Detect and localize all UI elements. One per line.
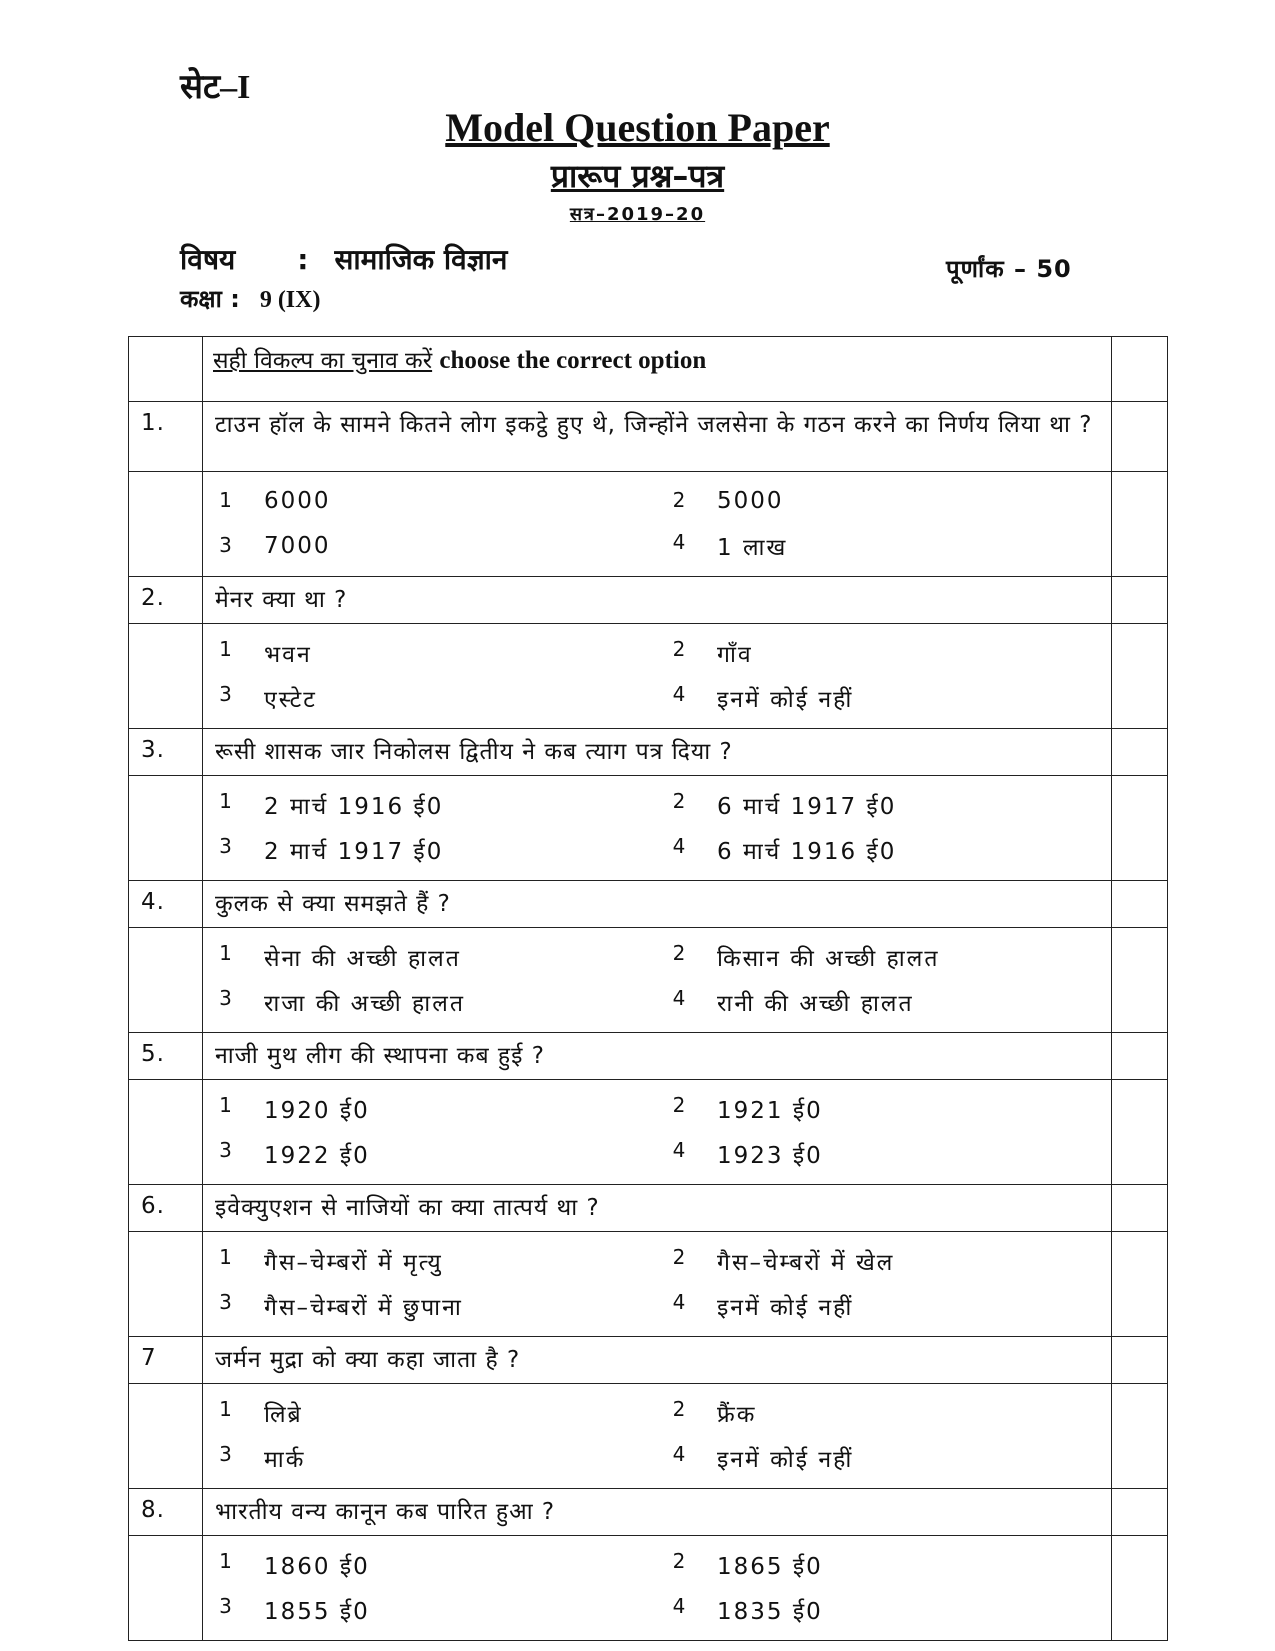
option-text: इनमें कोई नहीं <box>717 1446 854 1473</box>
options-num-cell <box>129 928 203 1033</box>
options-num-cell <box>129 776 203 881</box>
session <box>0 202 1275 226</box>
option-number: 4 <box>672 1441 686 1466</box>
option-number: 3 <box>219 985 232 1010</box>
option-number: 4 <box>672 529 686 554</box>
question-marks-cell <box>1112 1033 1168 1080</box>
options-marks-cell <box>1112 1536 1168 1641</box>
session-text: सत्र–2019–20 <box>569 204 706 225</box>
option <box>203 941 657 973</box>
question-text: भारतीय वन्य कानून कब पारित हुआ ? <box>203 1489 1112 1536</box>
options-row <box>129 1384 1168 1489</box>
options-row <box>129 1080 1168 1185</box>
option-number: 2 <box>672 1244 686 1269</box>
option-number: 4 <box>672 833 686 858</box>
option-text: गाँव <box>717 641 753 668</box>
option <box>203 1397 657 1429</box>
question-marks-cell <box>1112 1337 1168 1384</box>
option-number: 2 <box>672 636 686 661</box>
option-line <box>203 1131 1111 1176</box>
class-value: 9 (IX) <box>259 287 321 313</box>
option-text: सेना की अच्छी हालत <box>264 945 461 972</box>
option-line <box>203 782 1111 827</box>
option <box>203 789 657 821</box>
option <box>657 1549 1111 1581</box>
question-number: 8. <box>129 1489 203 1536</box>
paper-subtitle-text: प्रारूप प्रश्न–पत्र <box>550 157 725 195</box>
option-line <box>203 827 1111 872</box>
option-number: 1 <box>219 940 232 965</box>
option-text: 5000 <box>717 487 784 514</box>
option-number: 3 <box>219 1593 232 1618</box>
option-text: लिब्रे <box>264 1401 303 1428</box>
question-row <box>129 1185 1168 1232</box>
subject-value: सामाजिक विज्ञान <box>334 243 508 276</box>
options-cell <box>203 928 1112 1033</box>
option <box>203 1594 657 1626</box>
option-text: 6 मार्च 1917 ई0 <box>717 793 897 820</box>
option-text: 2 मार्च 1917 ई0 <box>264 838 444 865</box>
option-text: फ्रैंक <box>717 1401 757 1428</box>
question-marks-cell <box>1112 1185 1168 1232</box>
option-text: 7000 <box>264 532 331 559</box>
question-text: नाजी मुथ लीग की स्थापना कब हुई ? <box>203 1033 1112 1080</box>
options-marks-cell <box>1112 1080 1168 1185</box>
question-number: 3. <box>129 729 203 776</box>
options-cell <box>203 624 1112 729</box>
option-text: 1835 ई0 <box>717 1598 823 1625</box>
question-marks-cell <box>1112 1489 1168 1536</box>
option-text: 1922 ई0 <box>264 1142 370 1169</box>
option-line <box>203 1390 1111 1435</box>
option-line <box>203 523 1111 568</box>
option <box>203 834 657 866</box>
question-number: 7 <box>129 1337 203 1384</box>
option <box>657 530 1111 562</box>
option-text: मार्क <box>264 1446 306 1473</box>
option-line <box>203 1238 1111 1283</box>
options-num-cell <box>129 1536 203 1641</box>
instruction-marks-cell <box>1112 337 1168 402</box>
option-number: 3 <box>219 1289 232 1314</box>
option-number: 3 <box>219 1441 232 1466</box>
option-line <box>203 478 1111 523</box>
option-number: 4 <box>672 1593 686 1618</box>
question-number: 2. <box>129 577 203 624</box>
option-number: 2 <box>672 487 686 512</box>
option <box>657 1442 1111 1474</box>
option-number: 4 <box>672 985 686 1010</box>
set-label: सेट–I <box>180 69 251 106</box>
question-text: रूसी शासक जार निकोलस द्वितीय ने कब त्याग पत्र दिया ? <box>203 729 1112 776</box>
option <box>657 1397 1111 1429</box>
question-text: जर्मन मुद्रा को क्या कहा जाता है ? <box>203 1337 1112 1384</box>
options-cell <box>203 1080 1112 1185</box>
options-marks-cell <box>1112 1384 1168 1489</box>
option-text: 1921 ई0 <box>717 1097 823 1124</box>
option-line <box>203 1587 1111 1632</box>
options-marks-cell <box>1112 472 1168 577</box>
option-text: इनमें कोई नहीं <box>717 686 854 713</box>
option <box>203 1549 657 1581</box>
options-num-cell <box>129 472 203 577</box>
paper-title <box>0 104 1275 151</box>
option-number: 1 <box>219 1396 232 1421</box>
option <box>203 1290 657 1322</box>
option-number: 4 <box>672 681 686 706</box>
option <box>203 637 657 669</box>
option-number: 1 <box>219 636 232 661</box>
options-row <box>129 1232 1168 1337</box>
option-number: 3 <box>219 681 232 706</box>
option <box>657 1138 1111 1170</box>
option-text: गैस–चेम्बरों में खेल <box>717 1249 895 1276</box>
option-number: 3 <box>219 833 232 858</box>
option-number: 1 <box>219 1244 232 1269</box>
option-text: 1865 ई0 <box>717 1553 823 1580</box>
option-text: 2 मार्च 1916 ई0 <box>264 793 444 820</box>
full-marks: पूर्णांक – 50 <box>946 255 1072 283</box>
options-num-cell <box>129 1080 203 1185</box>
option <box>657 488 1111 514</box>
question-row <box>129 1489 1168 1536</box>
option <box>203 1245 657 1277</box>
question-text: मेनर क्या था ? <box>203 577 1112 624</box>
instruction-row <box>129 337 1168 402</box>
options-num-cell <box>129 624 203 729</box>
option-line <box>203 934 1111 979</box>
option-number: 3 <box>219 532 232 557</box>
option-number: 2 <box>672 940 686 965</box>
question-row <box>129 1033 1168 1080</box>
option-number: 1 <box>219 788 232 813</box>
options-num-cell <box>129 1384 203 1489</box>
options-marks-cell <box>1112 928 1168 1033</box>
option <box>203 1138 657 1170</box>
option <box>203 1093 657 1125</box>
question-row <box>129 881 1168 928</box>
options-row <box>129 1536 1168 1641</box>
option-text: किसान की अच्छी हालत <box>717 945 940 972</box>
option <box>203 682 657 714</box>
question-row <box>129 577 1168 624</box>
option <box>657 1245 1111 1277</box>
option <box>657 986 1111 1018</box>
subject-label: विषय <box>180 243 236 276</box>
options-row <box>129 776 1168 881</box>
question-text: टाउन हॉल के सामने कितने लोग इकट्ठे हुए थे, जिन्होंने जलसेना के गठन करने का निर्णय लिया था ? <box>203 402 1112 472</box>
class-line <box>180 282 320 315</box>
option <box>203 533 657 559</box>
option-number: 2 <box>672 1396 686 1421</box>
option-line <box>203 1086 1111 1131</box>
option-number: 4 <box>672 1289 686 1314</box>
option <box>203 1442 657 1474</box>
option-number: 2 <box>672 788 686 813</box>
question-marks-cell <box>1112 729 1168 776</box>
option-number: 3 <box>219 1137 232 1162</box>
class-label: कक्षा : <box>180 285 240 313</box>
instruction-num-cell <box>129 337 203 402</box>
option-text: रानी की अच्छी हालत <box>717 990 914 1017</box>
instruction-hindi: सही विकल्प का चुनाव करें <box>213 348 433 374</box>
option-text: 1855 ई0 <box>264 1598 370 1625</box>
option <box>657 1290 1111 1322</box>
options-marks-cell <box>1112 1232 1168 1337</box>
option <box>657 941 1111 973</box>
options-cell <box>203 472 1112 577</box>
question-marks-cell <box>1112 881 1168 928</box>
question-number: 4. <box>129 881 203 928</box>
option <box>657 1093 1111 1125</box>
question-table <box>128 336 1168 1641</box>
question-marks-cell <box>1112 402 1168 472</box>
question-text: इवेक्युएशन से नाजियों का क्या तात्पर्य था ? <box>203 1185 1112 1232</box>
question-number: 6. <box>129 1185 203 1232</box>
option-text: 1920 ई0 <box>264 1097 370 1124</box>
question-marks-cell <box>1112 577 1168 624</box>
options-cell <box>203 1384 1112 1489</box>
option-text: इनमें कोई नहीं <box>717 1294 854 1321</box>
subject-line <box>180 240 507 278</box>
option-text: गैस–चेम्बरों में छुपाना <box>264 1294 463 1321</box>
option <box>657 1594 1111 1626</box>
options-num-cell <box>129 1232 203 1337</box>
option-number: 4 <box>672 1137 686 1162</box>
option-text: भवन <box>264 641 312 668</box>
question-row <box>129 402 1168 472</box>
options-cell <box>203 776 1112 881</box>
option-text: 1860 ई0 <box>264 1553 370 1580</box>
option-text: राजा की अच्छी हालत <box>264 990 465 1017</box>
option-text: एस्टेट <box>264 686 317 713</box>
option-line <box>203 1542 1111 1587</box>
question-row <box>129 1337 1168 1384</box>
option <box>657 682 1111 714</box>
options-cell <box>203 1536 1112 1641</box>
option-number: 1 <box>219 487 232 512</box>
option-line <box>203 1283 1111 1328</box>
option-number: 2 <box>672 1092 686 1117</box>
option <box>203 488 657 514</box>
option <box>657 789 1111 821</box>
option-number: 1 <box>219 1548 232 1573</box>
option-number: 1 <box>219 1092 232 1117</box>
subject-colon: : <box>297 243 309 276</box>
question-row <box>129 729 1168 776</box>
question-number: 5. <box>129 1033 203 1080</box>
paper-title-text: Model Question Paper <box>445 105 830 150</box>
option-line <box>203 979 1111 1024</box>
option-text: 6 मार्च 1916 ई0 <box>717 838 897 865</box>
option-text: 6000 <box>264 487 331 514</box>
options-marks-cell <box>1112 624 1168 729</box>
options-row <box>129 928 1168 1033</box>
option-text: गैस–चेम्बरों में मृत्यु <box>264 1249 443 1276</box>
question-text: कुलक से क्या समझते हैं ? <box>203 881 1112 928</box>
instruction-english: choose the correct option <box>439 347 707 374</box>
option-line <box>203 675 1111 720</box>
instruction-cell <box>203 337 1112 402</box>
option-line <box>203 1435 1111 1480</box>
option <box>657 834 1111 866</box>
options-row <box>129 472 1168 577</box>
option-number: 2 <box>672 1548 686 1573</box>
option-text: 1923 ई0 <box>717 1142 823 1169</box>
paper-subtitle <box>0 154 1275 197</box>
options-cell <box>203 1232 1112 1337</box>
options-marks-cell <box>1112 776 1168 881</box>
option <box>203 986 657 1018</box>
option <box>657 637 1111 669</box>
options-row <box>129 624 1168 729</box>
question-number: 1. <box>129 402 203 472</box>
option-line <box>203 630 1111 675</box>
option-text: 1 लाख <box>717 534 788 561</box>
